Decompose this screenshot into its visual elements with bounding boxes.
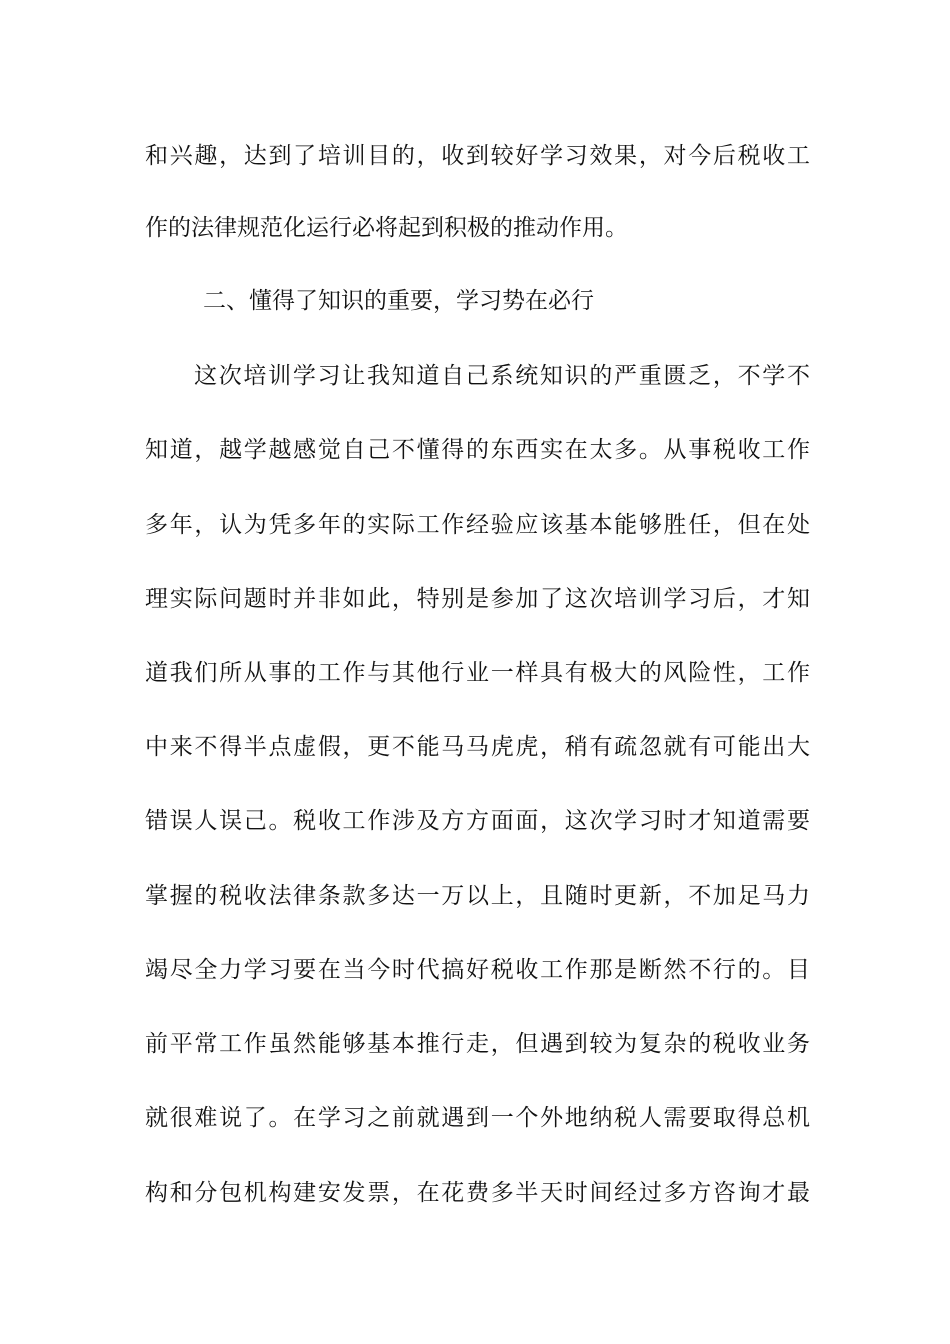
text-line: 多年，认为凭多年的实际工作经验应该基本能够胜任，但在处: [145, 512, 810, 538]
section-heading: 二、懂得了知识的重要，学习势在必行: [203, 288, 594, 314]
text-line: 理实际问题时并非如此，特别是参加了这次培训学习后，才知: [145, 586, 810, 612]
text-line: 知道，越学越感觉自己不懂得的东西实在太多。从事税收工作: [145, 437, 810, 463]
text-line: 错误人误己。税收工作涉及方方面面，这次学习时才知道需要: [145, 808, 810, 834]
text-line: 构和分包机构建安发票，在花费多半天时间经过多方咨询才最: [145, 1180, 810, 1206]
text-line: 和兴趣，达到了培训目的，收到较好学习效果，对今后税收工: [145, 143, 810, 169]
text-line: 就很难说了。在学习之前就遇到一个外地纳税人需要取得总机: [145, 1105, 810, 1131]
text-line: 这次培训学习让我知道自己系统知识的严重匮乏，不学不: [194, 363, 810, 389]
text-line: 作的法律规范化运行必将起到积极的推动作用。: [145, 215, 628, 241]
text-line: 掌握的税收法律条款多达一万以上，且随时更新，不加足马力: [145, 883, 810, 909]
text-line: 竭尽全力学习要在当今时代搞好税收工作那是断然不行的。目: [145, 957, 810, 983]
text-line: 道我们所从事的工作与其他行业一样具有极大的风险性，工作: [145, 660, 810, 686]
text-line: 中来不得半点虚假，更不能马马虎虎，稍有疏忽就有可能出大: [145, 734, 810, 760]
text-line: 前平常工作虽然能够基本推行走，但遇到较为复杂的税收业务: [145, 1031, 810, 1057]
